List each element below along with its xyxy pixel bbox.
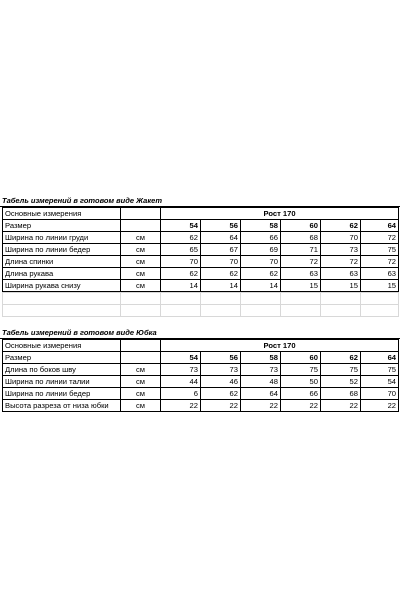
size-cell: 54 <box>161 352 201 364</box>
value-cell: 68 <box>321 388 361 400</box>
unit-cell: см <box>121 256 161 268</box>
value-cell: 50 <box>281 376 321 388</box>
header-unit-cell <box>121 340 161 352</box>
size-row <box>3 220 399 232</box>
table-row <box>3 280 399 292</box>
value-cell: 75 <box>321 364 361 376</box>
unit-cell: см <box>121 244 161 256</box>
measurement-label: Длина по боков шву <box>3 364 121 376</box>
size-row <box>3 352 399 364</box>
value-cell: 14 <box>161 280 201 292</box>
value-cell: 69 <box>241 244 281 256</box>
value-cell: 72 <box>361 256 399 268</box>
size-cell: 58 <box>241 352 281 364</box>
size-cell: 62 <box>321 352 361 364</box>
table-row <box>3 364 399 376</box>
header-label: Основные измерения <box>3 208 121 220</box>
value-cell: 14 <box>201 280 241 292</box>
header-unit-cell <box>121 208 161 220</box>
unit-cell: см <box>121 232 161 244</box>
value-cell: 22 <box>201 400 241 412</box>
value-cell: 72 <box>321 256 361 268</box>
value-cell: 22 <box>281 400 321 412</box>
value-cell: 70 <box>241 256 281 268</box>
value-cell: 65 <box>161 244 201 256</box>
jacket-table <box>2 207 399 292</box>
value-cell: 72 <box>361 232 399 244</box>
measurement-label: Длина рукава <box>3 268 121 280</box>
table-row <box>3 268 399 280</box>
value-cell: 67 <box>201 244 241 256</box>
value-cell: 73 <box>321 244 361 256</box>
size-cell: 62 <box>321 220 361 232</box>
size-label: Размер <box>3 352 121 364</box>
size-cell: 64 <box>361 352 399 364</box>
value-cell: 70 <box>201 256 241 268</box>
size-cell: 64 <box>361 220 399 232</box>
value-cell: 73 <box>161 364 201 376</box>
header-row <box>3 340 399 352</box>
table-row <box>3 232 399 244</box>
value-cell: 22 <box>161 400 201 412</box>
value-cell: 54 <box>361 376 399 388</box>
size-cell: 58 <box>241 220 281 232</box>
table-row <box>3 256 399 268</box>
measurement-label: Ширина по линии талии <box>3 376 121 388</box>
value-cell: 22 <box>241 400 281 412</box>
value-cell: 72 <box>281 256 321 268</box>
value-cell: 75 <box>361 364 399 376</box>
value-cell: 52 <box>321 376 361 388</box>
unit-cell: см <box>121 268 161 280</box>
size-cell: 60 <box>281 220 321 232</box>
measurement-label: Ширина по линии бедер <box>3 244 121 256</box>
header-label: Основные измерения <box>3 340 121 352</box>
measurement-label: Ширина по линии груди <box>3 232 121 244</box>
jacket-table-title: Табель измерений в готовом виде Жакет <box>0 195 400 207</box>
size-unit-cell <box>121 352 161 364</box>
value-cell: 62 <box>201 268 241 280</box>
value-cell: 71 <box>281 244 321 256</box>
value-cell: 6 <box>161 388 201 400</box>
value-cell: 70 <box>321 232 361 244</box>
value-cell: 63 <box>361 268 399 280</box>
value-cell: 66 <box>241 232 281 244</box>
value-cell: 15 <box>321 280 361 292</box>
value-cell: 64 <box>241 388 281 400</box>
size-cell: 56 <box>201 220 241 232</box>
table-row <box>3 388 399 400</box>
measurement-label: Длина спинки <box>3 256 121 268</box>
value-cell: 75 <box>281 364 321 376</box>
value-cell: 75 <box>361 244 399 256</box>
unit-cell: см <box>121 400 161 412</box>
value-cell: 64 <box>201 232 241 244</box>
size-label: Размер <box>3 220 121 232</box>
measurement-label: Высота разреза от низа юбки <box>3 400 121 412</box>
measurement-sheet <box>0 195 400 412</box>
unit-cell: см <box>121 364 161 376</box>
value-cell: 62 <box>241 268 281 280</box>
table-row <box>3 244 399 256</box>
value-cell: 70 <box>361 388 399 400</box>
measurement-label: Ширина по линии бедер <box>3 388 121 400</box>
value-cell: 63 <box>281 268 321 280</box>
size-cell: 60 <box>281 352 321 364</box>
value-cell: 46 <box>201 376 241 388</box>
header-row <box>3 208 399 220</box>
value-cell: 62 <box>161 232 201 244</box>
unit-cell: см <box>121 376 161 388</box>
rost-label: Рост 170 <box>161 340 399 352</box>
value-cell: 14 <box>241 280 281 292</box>
rost-label: Рост 170 <box>161 208 399 220</box>
table-row <box>3 400 399 412</box>
value-cell: 15 <box>281 280 321 292</box>
value-cell: 70 <box>161 256 201 268</box>
value-cell: 68 <box>281 232 321 244</box>
value-cell: 73 <box>241 364 281 376</box>
skirt-table <box>2 339 399 412</box>
unit-cell: см <box>121 388 161 400</box>
value-cell: 22 <box>361 400 399 412</box>
value-cell: 44 <box>161 376 201 388</box>
size-cell: 54 <box>161 220 201 232</box>
spacer-grid <box>2 292 399 317</box>
unit-cell: см <box>121 280 161 292</box>
measurement-label: Ширина рукава снизу <box>3 280 121 292</box>
skirt-table-title: Табель измерений в готовом виде Юбка <box>0 327 400 339</box>
value-cell: 63 <box>321 268 361 280</box>
value-cell: 73 <box>201 364 241 376</box>
size-cell: 56 <box>201 352 241 364</box>
value-cell: 48 <box>241 376 281 388</box>
value-cell: 22 <box>321 400 361 412</box>
value-cell: 62 <box>201 388 241 400</box>
value-cell: 15 <box>361 280 399 292</box>
value-cell: 66 <box>281 388 321 400</box>
value-cell: 62 <box>161 268 201 280</box>
table-row <box>3 376 399 388</box>
size-unit-cell <box>121 220 161 232</box>
